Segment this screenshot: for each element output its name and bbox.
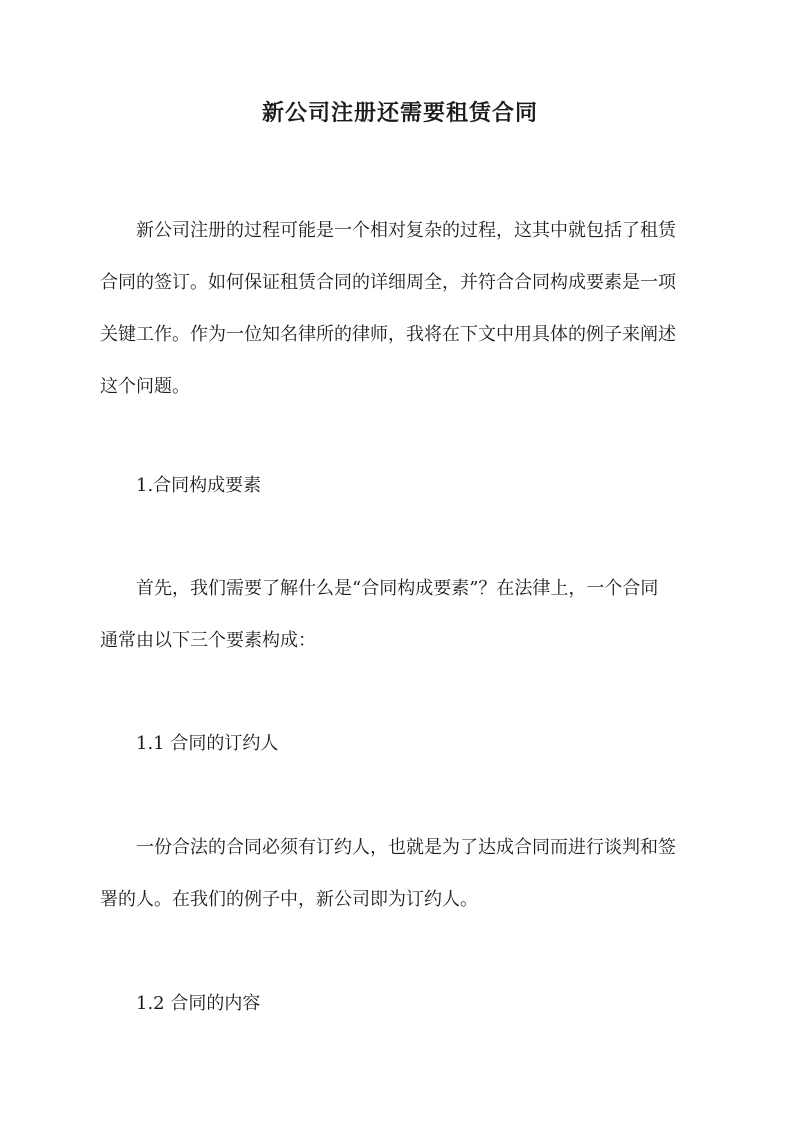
paragraph-line: 合同的签订。如何保证租赁合同的详细周全，并符合合同构成要素是一项 <box>100 272 676 293</box>
paragraph-line: 署的人。在我们的例子中，新公司即为订约人。 <box>100 889 478 910</box>
paragraph-line: 通常由以下三个要素构成： <box>100 630 316 651</box>
paragraph-party <box>100 822 700 926</box>
section-heading-1-1: 1.1 合同的订约人 <box>136 733 279 754</box>
paragraph-line: 一份合法的合同必须有订约人，也就是为了达成合同而进行谈判和签 <box>136 837 676 858</box>
section-heading-1: 1.合同构成要素 <box>136 475 262 496</box>
paragraph-line: 首先，我们需要了解什么是“合同构成要素”？在法律上，一个合同 <box>136 578 659 599</box>
paragraph-intro <box>100 205 700 413</box>
paragraph-elements <box>100 563 700 667</box>
paragraph-line: 新公司注册的过程可能是一个相对复杂的过程，这其中就包括了租赁 <box>136 220 676 241</box>
section-heading-1-2: 1.2 合同的内容 <box>136 993 261 1014</box>
paragraph-line: 关键工作。作为一位知名律所的律师，我将在下文中用具体的例子来阐述 <box>100 324 676 345</box>
paragraph-line: 这个问题。 <box>100 376 190 397</box>
document-title: 新公司注册还需要租赁合同 <box>261 100 538 126</box>
